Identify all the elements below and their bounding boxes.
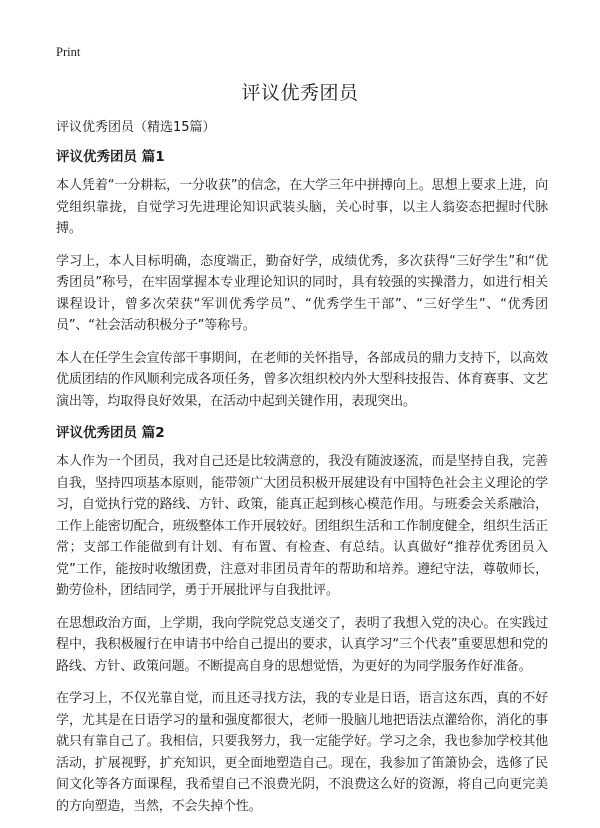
article-2 xyxy=(56,423,548,817)
article-heading: 评议优秀团员 篇1 xyxy=(56,149,165,165)
article-paragraph: 本人作为一个团员，我对自己还是比较满意的，我没有随波逐流，而是坚持自我，完善自我，坚持四项基本原则，能带领广大团员积极开展建设有中国特色社会主义理论的学习，自觉执行党的路线、方针、政策，能真正起到核心模范作用。与班委会关系融洽，工作上能密切配合，班级整体工作开展较好。团组织生活和工作制度健全，组织生活正常；支部工作能做到有计划、有布置、有检查、有总结。认真做好“推荐优秀团员入党”工作，能按时收缴团费，注意对非团员青年的帮助和培养。遵纪守法，尊敬师长，勤劳俭朴，团结同学，勇于开展批评与自我批评。 xyxy=(56,454,548,598)
document-subtitle: 评议优秀团员（精选15篇） xyxy=(56,120,216,135)
print-link[interactable]: Print xyxy=(56,45,81,59)
article-paragraph: 学习上，本人目标明确，态度端正，勤奋好学，成绩优秀，多次获得“三好学生”和“优秀团员”称号，在牢固掌握本专业理论知识的同时，具有较强的实操潜力，如进行相关课程设计，曾多次荣获“军训优秀学员”、“优秀学生干部”、“三好学生”、“优秀团员”、“社会活动积极分子”等称号。 xyxy=(56,253,548,333)
article-1 xyxy=(56,147,548,412)
article-paragraph: 在学习上，不仅光靠自觉，而且还寻找方法，我的专业是日语，语言这东西，真的不好学，尤其是在日语学习的量和强度都很大，老师一股脑儿地把语法点灌给你，消化的事就只有靠自己了。我相信，只要我努力，我一定能学好。学习之余，我也参加学校其他活动，扩展视野，扩充知识，更全面地塑造自己。现在，我参加了笛箫协会，选修了民间文化等各方面课程，我希望自己不浪费光阴，不浪费这么好的资源，将自己向更完美的方向塑造，当然，不会失掉个性。 xyxy=(56,691,548,814)
page-title: 评议优秀团员 xyxy=(241,82,359,104)
article-paragraph: 本人凭着“一分耕耘，一分收获”的信念，在大学三年中拼搏向上。思想上要求上进，向党组织靠拢，自觉学习先进理论知识武装头脑，关心时事，以主人翁姿态把握时代脉搏。 xyxy=(56,178,548,236)
document-body xyxy=(56,117,548,828)
article-paragraph: 在思想政治方面，上学期，我向学院党总支递交了，表明了我想入党的决心。在实践过程中，我积极履行在申请书中给自己提出的要求，认真学习“三个代表”重要思想和党的路线、方针、政策问题。不断提高自身的思想觉悟，为更好的为同学服务作好准备。 xyxy=(56,615,548,674)
article-heading: 评议优秀团员 篇2 xyxy=(56,425,165,441)
article-paragraph: 本人在任学生会宣传部干事期间，在老师的关怀指导，各部成员的鼎力支持下，以高效优质团结的作风顺利完成各项任务，曾多次组织校内外大型科技报告、体育赛事、文艺演出等，均取得良好效果，在活动中起到关键作用，表现突出。 xyxy=(56,350,548,409)
